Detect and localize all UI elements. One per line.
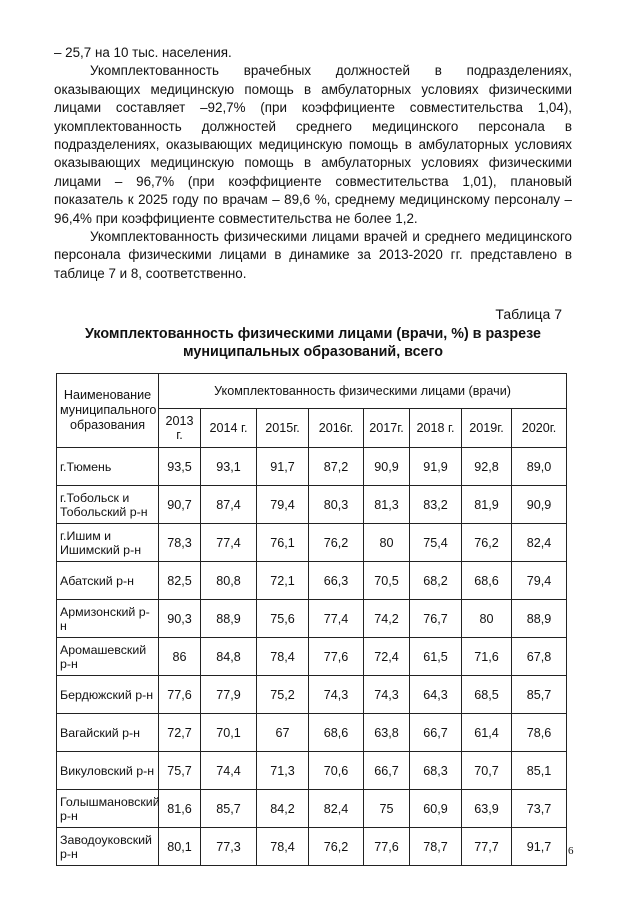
value-cell: 60,9 [410, 790, 462, 828]
value-cell: 61,4 [462, 714, 512, 752]
value-cell: 81,6 [159, 790, 201, 828]
value-cell: 87,4 [201, 486, 257, 524]
value-cell: 67 [257, 714, 309, 752]
table-title: Укомплектованность физическими лицами (врачи, %) в разрезе муниципальных образований, всего [85, 326, 541, 361]
year-header: 2015г. [257, 409, 309, 448]
name-column-header: Наименование муниципального образования [57, 374, 159, 448]
value-cell: 72,7 [159, 714, 201, 752]
table-row [57, 676, 567, 714]
staffing-table [56, 373, 567, 866]
municipality-name-cell: Заводоуковский р-н [57, 828, 159, 866]
table-row [57, 448, 567, 486]
municipality-name-cell: Абатский р-н [57, 562, 159, 600]
table-label: Таблица 7 [495, 306, 562, 323]
value-cell: 71,3 [257, 752, 309, 790]
municipality-name-cell: Викуловский р-н [57, 752, 159, 790]
table-row [57, 524, 567, 562]
value-cell: 82,4 [512, 524, 567, 562]
page-number: 6 [568, 845, 574, 857]
year-header: 2014 г. [201, 409, 257, 448]
value-cell: 76,1 [257, 524, 309, 562]
value-cell: 93,5 [159, 448, 201, 486]
value-cell: 77,4 [309, 600, 364, 638]
value-cell: 84,2 [257, 790, 309, 828]
year-header: 2020г. [512, 409, 567, 448]
value-cell: 74,3 [309, 676, 364, 714]
municipality-name-cell: Бердюжский р-н [57, 676, 159, 714]
value-cell: 91,7 [257, 448, 309, 486]
value-cell: 85,7 [201, 790, 257, 828]
value-cell: 75,2 [257, 676, 309, 714]
value-cell: 90,9 [364, 448, 410, 486]
value-cell: 82,4 [309, 790, 364, 828]
value-cell: 63,8 [364, 714, 410, 752]
value-cell: 78,7 [410, 828, 462, 866]
table-header-row [57, 374, 567, 409]
value-cell: 72,1 [257, 562, 309, 600]
value-cell: 70,7 [462, 752, 512, 790]
value-cell: 75 [364, 790, 410, 828]
year-header: 2016г. [309, 409, 364, 448]
year-header: 2019г. [462, 409, 512, 448]
value-cell: 77,4 [201, 524, 257, 562]
value-cell: 75,4 [410, 524, 462, 562]
value-cell: 80 [462, 600, 512, 638]
value-cell: 82,5 [159, 562, 201, 600]
value-cell: 80,1 [159, 828, 201, 866]
municipality-name-cell: Вагайский р-н [57, 714, 159, 752]
value-cell: 66,3 [309, 562, 364, 600]
municipality-name-cell: Голышмановский р-н [57, 790, 159, 828]
value-cell: 88,9 [512, 600, 567, 638]
year-header: 2017г. [364, 409, 410, 448]
value-cell: 68,6 [309, 714, 364, 752]
document-page [54, 44, 572, 866]
value-cell: 78,4 [257, 828, 309, 866]
year-header: 2013 г. [159, 409, 201, 448]
value-cell: 74,3 [364, 676, 410, 714]
table-row [57, 752, 567, 790]
value-cell: 76,2 [309, 828, 364, 866]
group-column-header: Укомплектованность физическими лицами (врачи) [159, 374, 567, 409]
value-cell: 68,2 [410, 562, 462, 600]
value-cell: 87,2 [309, 448, 364, 486]
table-row [57, 600, 567, 638]
value-cell: 88,9 [201, 600, 257, 638]
value-cell: 80,8 [201, 562, 257, 600]
value-cell: 93,1 [201, 448, 257, 486]
table-row [57, 486, 567, 524]
value-cell: 70,5 [364, 562, 410, 600]
value-cell: 76,2 [462, 524, 512, 562]
value-cell: 77,6 [309, 638, 364, 676]
value-cell: 79,4 [512, 562, 567, 600]
value-cell: 90,7 [159, 486, 201, 524]
value-cell: 68,5 [462, 676, 512, 714]
value-cell: 80,3 [309, 486, 364, 524]
value-cell: 78,4 [257, 638, 309, 676]
value-cell: 68,6 [462, 562, 512, 600]
value-cell: 77,9 [201, 676, 257, 714]
value-cell: 91,9 [410, 448, 462, 486]
value-cell: 80 [364, 524, 410, 562]
value-cell: 81,3 [364, 486, 410, 524]
value-cell: 76,7 [410, 600, 462, 638]
municipality-name-cell: г.Тюмень [57, 448, 159, 486]
paragraph-2: Укомплектованность врачебных должностей в подразделениях, оказывающих медицинскую помощь в амбулаторных условиях физическими лицами составляет –92,7% (при коэффициенте совместительства 1,04), укомплектованность должностей среднего медицинского персонала в подразделениях, оказывающих медицинскую помощь в амбулаторных условиях оказывающих медицинскую помощь в амбулаторных условиях физическими лицами – 96,7% (при коэффициенте совместительства 1,01), плановый показатель к 2025 году по врачам – 89,6 %, среднему медицинскому персоналу – 96,4% при коэффициенте совместительства не более 1,2. [54, 63, 572, 226]
value-cell: 84,8 [201, 638, 257, 676]
value-cell: 77,3 [201, 828, 257, 866]
year-header: 2018 г. [410, 409, 462, 448]
municipality-name-cell: г.Ишим и Ишимский р-н [57, 524, 159, 562]
value-cell: 72,4 [364, 638, 410, 676]
value-cell: 83,2 [410, 486, 462, 524]
value-cell: 85,7 [512, 676, 567, 714]
value-cell: 73,7 [512, 790, 567, 828]
value-cell: 79,4 [257, 486, 309, 524]
value-cell: 90,3 [159, 600, 201, 638]
value-cell: 70,6 [309, 752, 364, 790]
municipality-name-cell: Аромашевский р-н [57, 638, 159, 676]
municipality-name-cell: г.Тобольск и Тобольский р-н [57, 486, 159, 524]
value-cell: 77,6 [159, 676, 201, 714]
table-row [57, 790, 567, 828]
value-cell: 66,7 [364, 752, 410, 790]
value-cell: 70,1 [201, 714, 257, 752]
municipality-name-cell: Армизонский р-н [57, 600, 159, 638]
value-cell: 92,8 [462, 448, 512, 486]
value-cell: 74,2 [364, 600, 410, 638]
value-cell: 75,7 [159, 752, 201, 790]
value-cell: 68,3 [410, 752, 462, 790]
value-cell: 81,9 [462, 486, 512, 524]
value-cell: 78,3 [159, 524, 201, 562]
table-row [57, 562, 567, 600]
table-row [57, 638, 567, 676]
value-cell: 89,0 [512, 448, 567, 486]
value-cell: 67,8 [512, 638, 567, 676]
table-row [57, 828, 567, 866]
value-cell: 78,6 [512, 714, 567, 752]
value-cell: 61,5 [410, 638, 462, 676]
table-body [57, 448, 567, 866]
value-cell: 66,7 [410, 714, 462, 752]
value-cell: 85,1 [512, 752, 567, 790]
value-cell: 86 [159, 638, 201, 676]
value-cell: 74,4 [201, 752, 257, 790]
table-row [57, 714, 567, 752]
value-cell: 63,9 [462, 790, 512, 828]
value-cell: 71,6 [462, 638, 512, 676]
value-cell: 77,6 [364, 828, 410, 866]
value-cell: 64,3 [410, 676, 462, 714]
value-cell: 75,6 [257, 600, 309, 638]
value-cell: 76,2 [309, 524, 364, 562]
value-cell: 91,7 [512, 828, 567, 866]
paragraph-3: Укомплектованность физическими лицами врачей и среднего медицинского персонала физическими лицами в динамике за 2013-2020 гг. представлено в таблице 7 и 8, соответственно. [54, 229, 572, 281]
value-cell: 90,9 [512, 486, 567, 524]
value-cell: 77,7 [462, 828, 512, 866]
paragraph-1: – 25,7 на 10 тыс. населения. [54, 45, 232, 60]
